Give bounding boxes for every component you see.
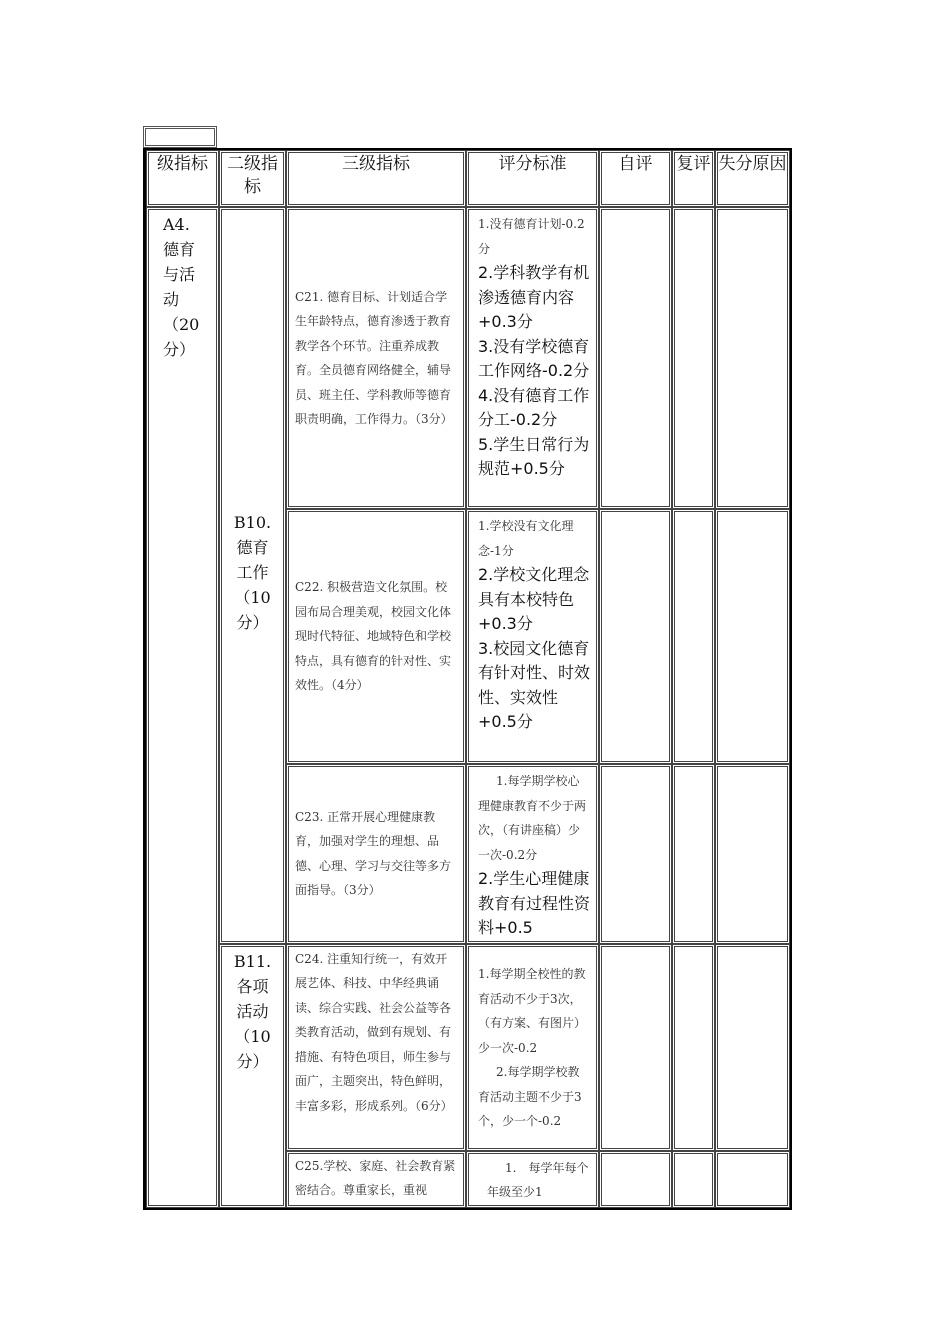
criteria-c22-cell xyxy=(466,509,599,764)
loss-reason-cell[interactable] xyxy=(715,764,790,944)
criteria-c25-item: 1. 每学年每个年级至少1 xyxy=(487,1160,589,1199)
review-cell[interactable] xyxy=(672,509,715,764)
level2-b11-label: B11. 各项 活动 （10 分） xyxy=(233,951,272,1071)
criteria-c24-cell xyxy=(466,944,599,1151)
criteria-c23-item: 1.每学期学校心理健康教育不少于两次，（有讲座稿）少一次-0.2分 xyxy=(478,774,587,862)
header-self-eval: 自评 xyxy=(599,150,672,207)
level3-c24-cell xyxy=(286,944,466,1151)
level3-c22-text: C22. 积极营造文化氛围。校园布局合理美观，校园文化体现时代特征、地域特色和学校特点，具有德育的针对性、实效性。（4分） xyxy=(295,580,452,693)
level3-c21-text: C21. 德育目标、计划适合学生年龄特点，德育渗透于教育教学各个环节。注重养成教育。全员德育网络健全，辅导员、班主任、学科教师等德育职责明确，工作得力。（3分） xyxy=(295,289,453,426)
table-row xyxy=(146,944,790,1151)
review-cell[interactable] xyxy=(672,764,715,944)
level2-b10-label: B10. 德育 工作 （10 分） xyxy=(233,513,272,632)
review-cell[interactable] xyxy=(672,207,715,509)
self-eval-cell[interactable] xyxy=(599,207,672,509)
level1-a4-label: A4. 德育 与活 动 （20 分） xyxy=(163,215,200,359)
level3-c23-text: C23. 正常开展心理健康教育，加强对学生的理想、品德、心理、学习与交往等多方面指导。（3分） xyxy=(295,809,452,898)
criteria-c21-item: 2.学科教学有机渗透德育内容+0.3分 xyxy=(478,263,590,331)
level3-c25-text: C25.学校、家庭、社会教育紧密结合。尊重家长，重视 xyxy=(295,1158,456,1197)
criteria-c22-item: 3.校园文化德育有针对性、时效性、实效性+0.5分 xyxy=(478,638,591,731)
criteria-c24-item: 1.每学期全校性的教育活动不少于3次，（有方案、有图片）少一次-0.2 xyxy=(478,967,587,1055)
level3-c23-cell xyxy=(286,764,466,944)
level2-b10-cell xyxy=(219,207,286,944)
self-eval-cell[interactable] xyxy=(599,944,672,1151)
self-eval-cell[interactable] xyxy=(599,509,672,764)
criteria-c23-cell xyxy=(466,764,599,944)
criteria-c21-item: 4.没有德育工作分工-0.2分 xyxy=(478,385,590,429)
level1-cell xyxy=(146,207,219,1208)
review-cell[interactable] xyxy=(672,1151,715,1208)
criteria-c23-item: 2.学生心理健康教育有过程性资料+0.5 xyxy=(478,869,591,937)
header-loss-reason: 失分原因 xyxy=(715,150,790,207)
table-row xyxy=(146,207,790,509)
review-cell[interactable] xyxy=(672,944,715,1151)
criteria-c22-item: 2.学校文化理念具有本校特色+0.3分 xyxy=(478,565,590,633)
loss-reason-cell[interactable] xyxy=(715,509,790,764)
criteria-c25-cell xyxy=(466,1151,599,1208)
criteria-c21-cell xyxy=(466,207,599,509)
self-eval-cell[interactable] xyxy=(599,1151,672,1208)
level3-c24-text: C24. 注重知行统一，有效开展艺体、科技、中华经典诵读、综合实践、社会公益等各类教育活动，做到有规划、有措施、有特色项目，师生参与面广，主题突出，特色鲜明，丰富多彩，形成系列。（6分） xyxy=(295,951,453,1113)
criteria-c24-item: 2.每学期学校教育活动主题不少于3个，少一个-0.2 xyxy=(478,1065,582,1129)
header-review: 复评 xyxy=(672,150,715,207)
loss-reason-cell[interactable] xyxy=(715,944,790,1151)
loss-reason-cell[interactable] xyxy=(715,207,790,509)
criteria-c21-item: 1.没有德育计划-0.2分 xyxy=(478,217,585,256)
corner-box xyxy=(143,126,217,148)
header-level2: 二级指标 xyxy=(219,150,286,207)
level2-b11-cell xyxy=(219,944,286,1208)
header-level3: 三级指标 xyxy=(286,150,466,207)
header-criteria: 评分标准 xyxy=(466,150,599,207)
criteria-c22-item: 1.学校没有文化理念-1分 xyxy=(478,519,574,558)
header-level1: 级指标 xyxy=(146,150,219,207)
evaluation-table xyxy=(143,148,792,1210)
level3-c25-cell xyxy=(286,1151,466,1208)
self-eval-cell[interactable] xyxy=(599,764,672,944)
criteria-c21-item: 5.学生日常行为规范+0.5分 xyxy=(478,434,590,478)
level3-c22-cell xyxy=(286,509,466,764)
loss-reason-cell[interactable] xyxy=(715,1151,790,1208)
level3-c21-cell xyxy=(286,207,466,509)
header-row xyxy=(146,150,790,207)
criteria-c21-item: 3.没有学校德育工作网络-0.2分 xyxy=(478,336,590,380)
